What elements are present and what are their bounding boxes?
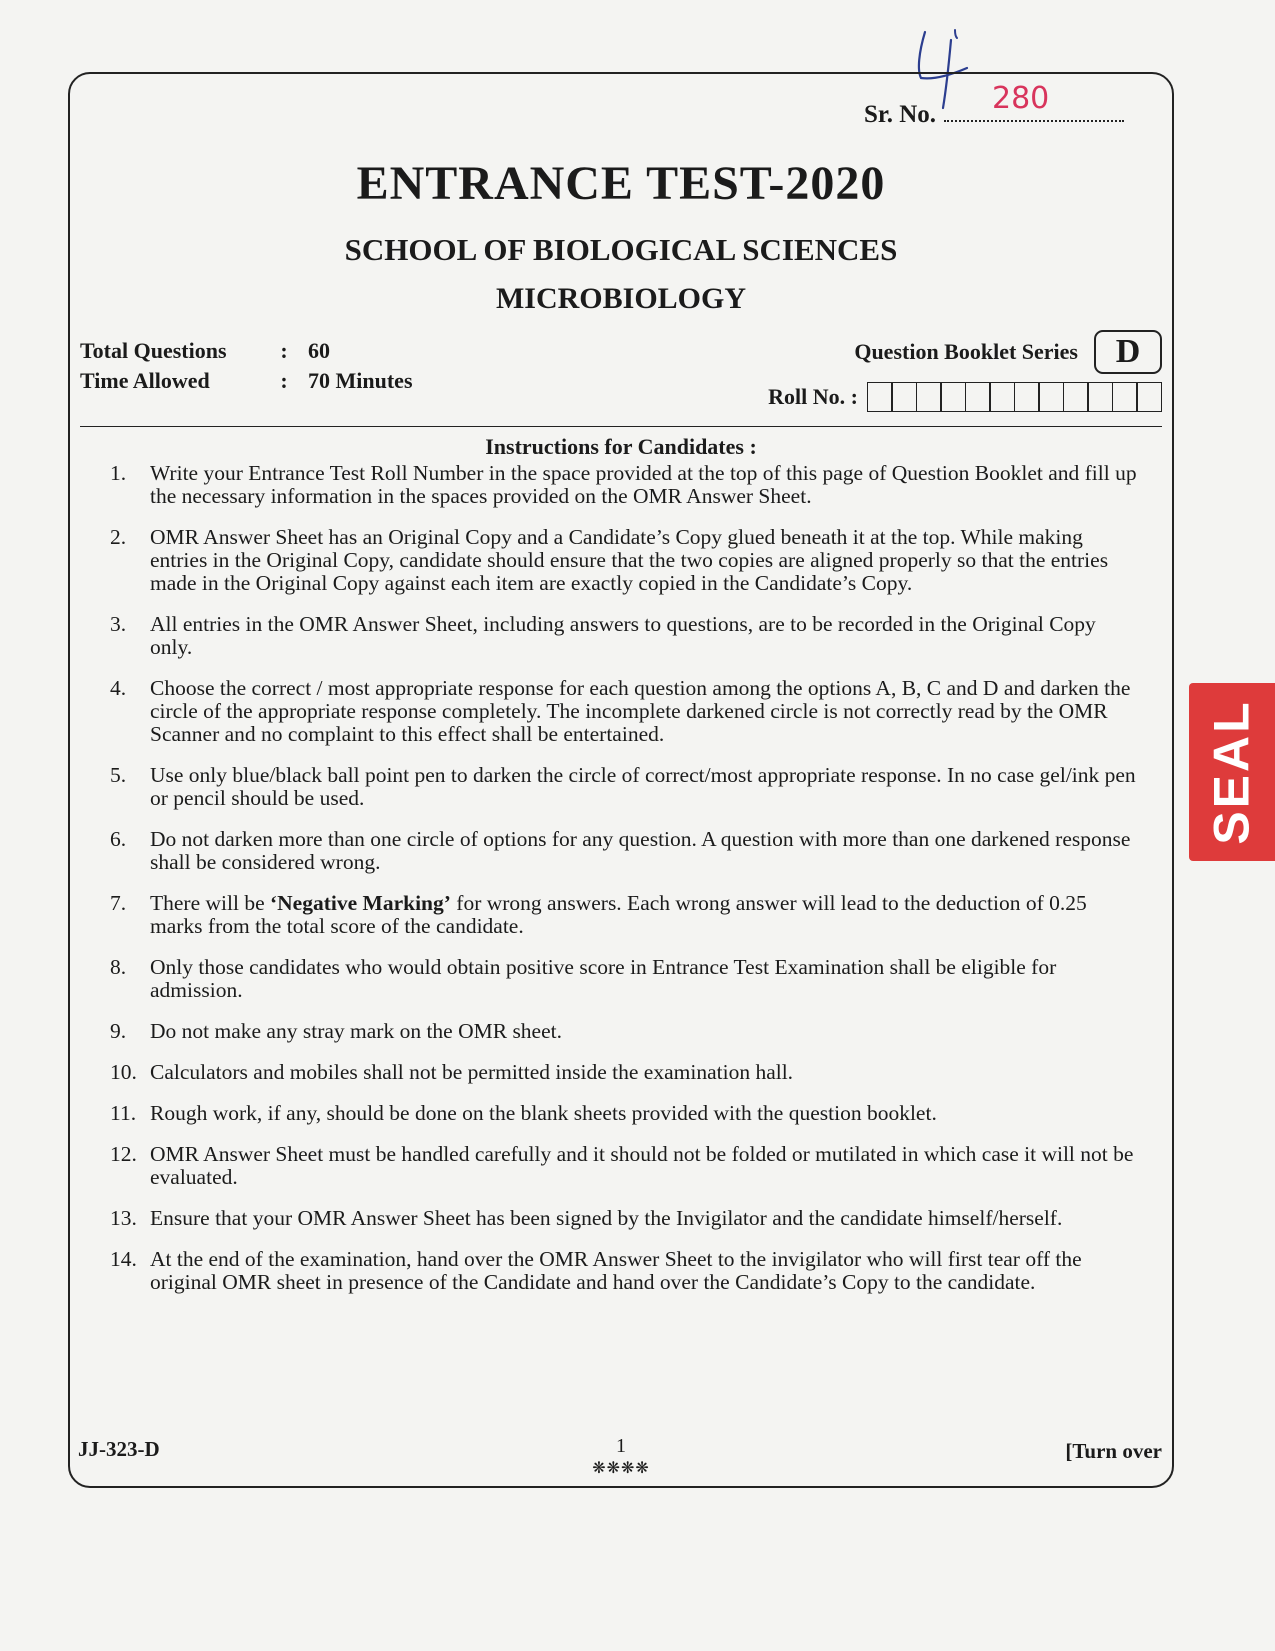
total-questions-value: 60 [308, 338, 330, 363]
turn-over-note: [Turn over [1065, 1439, 1162, 1463]
roll-digit-box[interactable] [1087, 382, 1113, 412]
roll-digit-box[interactable] [940, 382, 966, 412]
subject-name: MICROBIOLOGY [495, 282, 747, 315]
item-number: 2. [110, 525, 127, 549]
roll-digit-box[interactable] [916, 382, 942, 412]
serial-number [863, 81, 1124, 129]
list-item [110, 764, 1142, 810]
item-text: OMR Answer Sheet has an Original Copy and a Candidate’s Copy glued beneath it at the top. While making entries in the Original Copy, candidate should ensure that the two copies are aligned properly so that the entries made in the Original Copy against each item are exactly copied in the Candidate’s Copy. [150, 525, 1109, 595]
list-item [110, 613, 1142, 659]
colon: : [280, 368, 288, 393]
list-item [110, 1248, 1142, 1294]
item-text: Do not darken more than one circle of options for any question. A question with more than one darkened response shall be considered wrong. [150, 827, 1131, 874]
list-item [110, 1102, 1142, 1125]
item-text: Calculators and mobiles shall not be permitted inside the examination hall. [150, 1060, 794, 1084]
item-number: 10. [110, 1060, 137, 1084]
item-number: 13. [110, 1206, 137, 1230]
divider [80, 426, 1162, 427]
roll-digit-box[interactable] [891, 382, 917, 412]
serial-number-value: 280 [992, 81, 1050, 116]
booklet-cover [68, 72, 1174, 1488]
item-number: 9. [110, 1019, 127, 1043]
school-name: SCHOOL OF BIOLOGICAL SCIENCES [344, 232, 898, 267]
roll-digit-box[interactable] [867, 382, 893, 412]
total-questions-row [80, 336, 413, 366]
item-number: 14. [110, 1247, 137, 1271]
page-title: ENTRANCE TEST-2020 [356, 157, 886, 210]
total-questions-label: Total Questions [80, 338, 227, 363]
roll-digit-box[interactable] [1014, 382, 1040, 412]
item-text: OMR Answer Sheet must be handled carefully and it should not be folded or mutilated in which case it will not be evaluated. [150, 1142, 1134, 1189]
list-item [110, 956, 1142, 1002]
roll-number [768, 382, 1162, 412]
list-item [110, 526, 1142, 595]
roll-digit-box[interactable] [1136, 382, 1162, 412]
item-number: 1. [110, 461, 127, 485]
item-number: 4. [110, 676, 127, 700]
item-text-part: for wrong answers. Each wrong answer will lead to the deduction of 0.25 marks from the total score of the candidate. [150, 891, 1087, 938]
item-number: 12. [110, 1142, 137, 1166]
list-item [110, 892, 1142, 938]
item-text: All entries in the OMR Answer Sheet, including answers to questions, are to be recorded in the Original Copy only. [150, 612, 1096, 659]
negative-marking-emphasis: ‘Negative Marking’ [270, 891, 451, 915]
time-allowed-label: Time Allowed [80, 368, 210, 393]
item-text [150, 892, 1142, 938]
stars-ornament: ❋❋❋❋ [592, 1460, 650, 1477]
item-number: 8. [110, 955, 127, 979]
list-item [110, 677, 1142, 746]
time-allowed-value: 70 Minutes [308, 368, 413, 393]
booklet-code: JJ-323-D [78, 1437, 160, 1461]
item-number: 11. [110, 1101, 137, 1125]
item-text-part: There will be [150, 891, 270, 915]
list-item [110, 1143, 1142, 1189]
roll-digit-box[interactable] [1063, 382, 1089, 412]
list-item [110, 1061, 1142, 1084]
item-text: At the end of the examination, hand over the OMR Answer Sheet to the invigilator who will first tear off the original OMR sheet in presence of the Candidate and hand over the Candidate’s Copy to the candidate. [150, 1247, 1082, 1294]
item-text: Use only blue/black ball point pen to darken the circle of correct/most appropriate response. In no case gel/ink pen or pencil should be used. [150, 763, 1136, 810]
roll-digit-box[interactable] [1112, 382, 1138, 412]
list-item [110, 1207, 1142, 1230]
item-text: Ensure that your OMR Answer Sheet has been signed by the Invigilator and the candidate himself/herself. [150, 1206, 1063, 1230]
page-number: 1 [616, 1435, 626, 1457]
item-text: Write your Entrance Test Roll Number in the space provided at the top of this page of Question Booklet and fill up the necessary information in the spaces provided on the OMR Answer Sheet. [150, 461, 1137, 508]
list-item [110, 1020, 1142, 1043]
roll-number-label: Roll No. : [768, 384, 858, 409]
instructions-list [110, 462, 1142, 1312]
item-text: Rough work, if any, should be done on the blank sheets provided with the question booklet. [150, 1101, 937, 1125]
booklet-series [854, 330, 1162, 374]
time-allowed-row [80, 366, 413, 396]
item-number: 6. [110, 827, 127, 851]
booklet-series-label: Question Booklet Series [854, 339, 1078, 364]
instructions-heading: Instructions for Candidates : [485, 434, 757, 459]
exam-meta [80, 336, 413, 396]
seal-label: SEAL [1204, 699, 1261, 845]
item-text: Only those candidates who would obtain positive score in Entrance Test Examination shall be eligible for admission. [150, 955, 1057, 1002]
list-item [110, 462, 1142, 508]
serial-number-label: Sr. No. [863, 101, 936, 128]
roll-digit-box[interactable] [965, 382, 991, 412]
roll-digit-box[interactable] [989, 382, 1015, 412]
booklet-series-box: D [1094, 330, 1162, 374]
item-text: Do not make any stray mark on the OMR sheet. [150, 1019, 562, 1043]
seal-tab[interactable] [1189, 683, 1275, 861]
colon: : [280, 338, 288, 363]
item-number: 3. [110, 612, 127, 636]
item-number: 5. [110, 763, 127, 787]
list-item [110, 828, 1142, 874]
item-text: Choose the correct / most appropriate response for each question among the options A, B, C and D and darken the circle of the appropriate response completely. The incomplete darkened circle is not correctly read by the OMR Scanner and no complaint to this effect shall be entertained. [150, 676, 1131, 746]
serial-number-field [944, 81, 1124, 122]
roll-number-boxes[interactable] [868, 382, 1162, 412]
item-number: 7. [110, 891, 127, 915]
roll-digit-box[interactable] [1038, 382, 1064, 412]
